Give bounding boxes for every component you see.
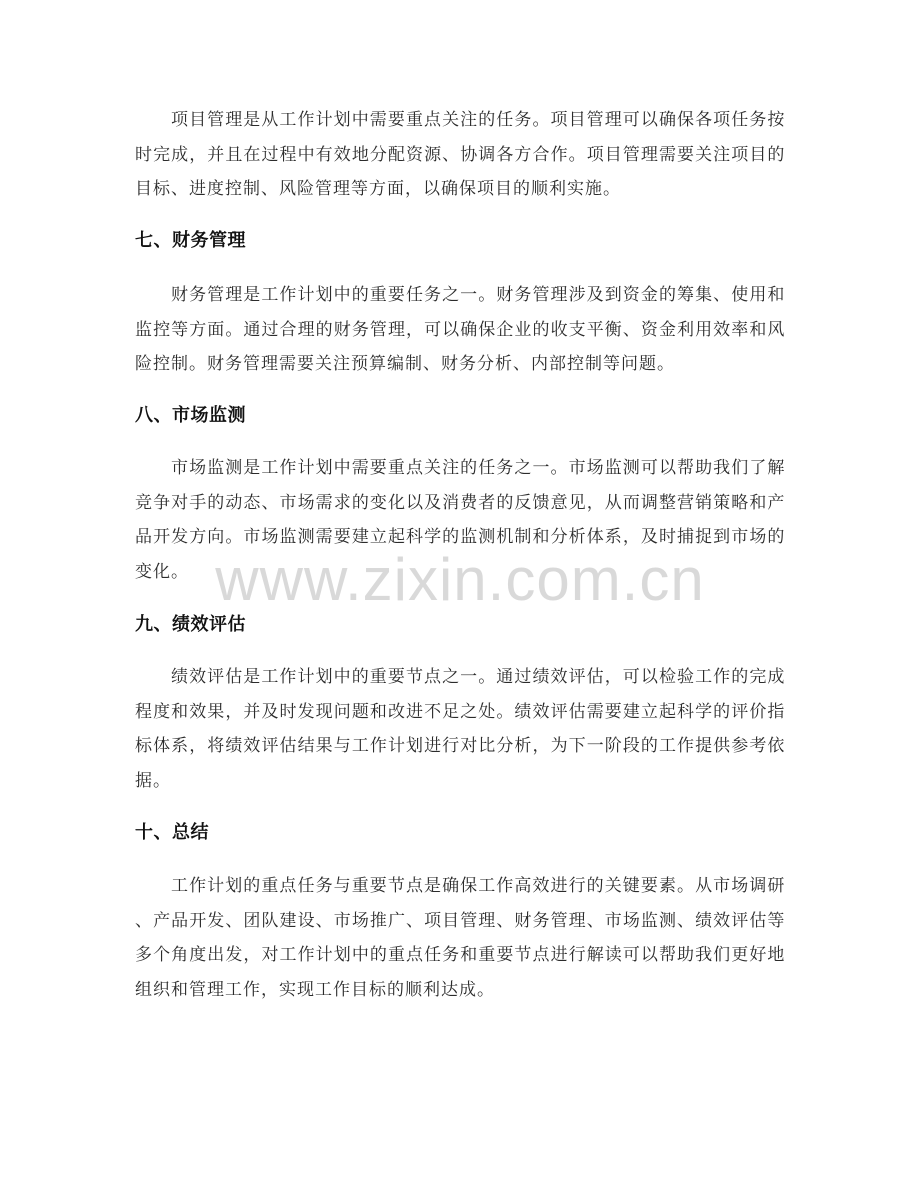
- paragraph-line: 据。: [135, 770, 171, 791]
- paragraph-line: 、产品开发、团队建设、市场推广、项目管理、财务管理、市场监测、绩效评估等: [135, 910, 785, 931]
- paragraph-finance: [135, 278, 785, 382]
- paragraph-line: 组织和管理工作，实现工作目标的顺利达成。: [135, 979, 495, 1000]
- paragraph-line: 绩效评估是工作计划中的重要节点之一。通过绩效评估，可以检验工作的完成: [171, 667, 785, 687]
- section-heading-finance: 七、财务管理: [135, 230, 246, 251]
- paragraph-line: 变化。: [135, 561, 189, 582]
- paragraph-line: 标体系，将绩效评估结果与工作计划进行对比分析，为下一阶段的工作提供参考依: [135, 736, 785, 757]
- paragraph-performance: [135, 660, 785, 798]
- paragraph-line: 多个角度出发，对工作计划中的重点任务和重要节点进行解读可以帮助我们更好地: [135, 945, 785, 966]
- paragraph-line: 目标、进度控制、风险管理等方面，以确保项目的顺利实施。: [135, 179, 621, 200]
- paragraph-line: 竞争对手的动态、市场需求的变化以及消费者的反馈意见，从而调整营销策略和产: [135, 492, 785, 513]
- section-heading-market-monitoring: 八、市场监测: [135, 405, 246, 426]
- paragraph-project-management: [135, 103, 785, 207]
- paragraph-line: 程度和效果，并及时发现问题和改进不足之处。绩效评估需要建立起科学的评价指: [135, 701, 785, 722]
- section-heading-summary: 十、总结: [135, 822, 209, 843]
- paragraph-line: 险控制。财务管理需要关注预算编制、财务分析、内部控制等问题。: [135, 354, 675, 375]
- paragraph-line: 财务管理是工作计划中的重要任务之一。财务管理涉及到资金的筹集、使用和: [171, 285, 785, 305]
- paragraph-line: 市场监测是工作计划中需要重点关注的任务之一。市场监测可以帮助我们了解: [171, 458, 785, 478]
- paragraph-line: 时完成，并且在过程中有效地分配资源、协调各方合作。项目管理需要关注项目的: [135, 144, 785, 165]
- watermark: www.zixin.com.cn: [215, 546, 705, 613]
- paragraph-line: 工作计划的重点任务与重要节点是确保工作高效进行的关键要素。从市场调研: [171, 876, 785, 896]
- paragraph-line: 项目管理是从工作计划中需要重点关注的任务。项目管理可以确保各项任务按: [171, 110, 785, 130]
- section-heading-performance: 九、绩效评估: [135, 614, 246, 635]
- paragraph-line: 监控等方面。通过合理的财务管理，可以确保企业的收支平衡、资金利用效率和风: [135, 319, 785, 340]
- paragraph-summary: [135, 869, 785, 1007]
- paragraph-market-monitoring: [135, 451, 785, 589]
- paragraph-line: 品开发方向。市场监测需要建立起科学的监测机制和分析体系，及时捕捉到市场的: [135, 527, 785, 548]
